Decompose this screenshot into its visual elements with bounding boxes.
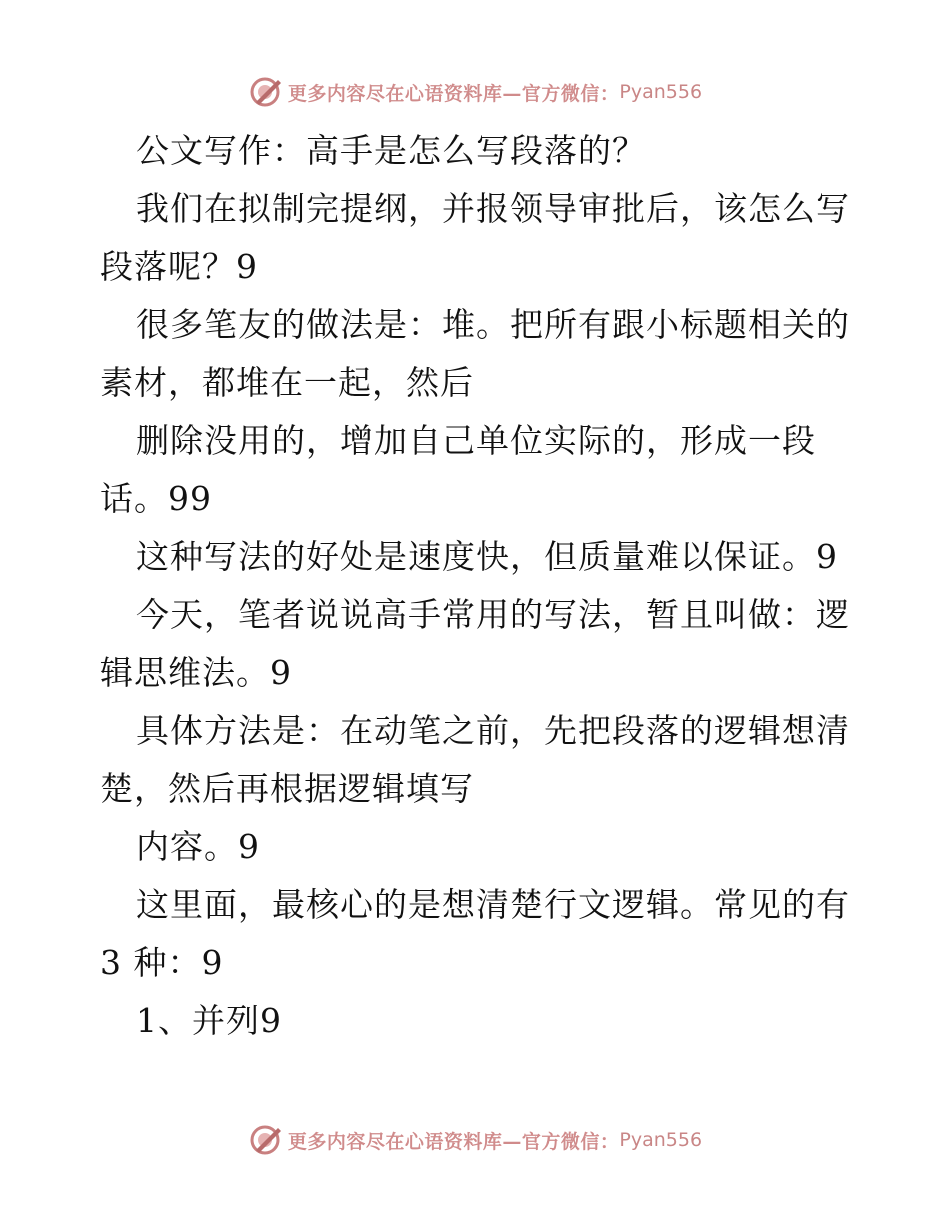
- banner-wechat-id: Pyan556: [619, 1129, 703, 1151]
- text-line: 辑思维法。9: [100, 653, 292, 692]
- text-line: 今天，笔者说说高手常用的写法，暂且叫做：逻: [136, 595, 850, 634]
- text-line: 内容。9: [136, 827, 260, 866]
- text-line: 素材，都堆在一起，然后: [100, 363, 474, 402]
- footer-watermark: [0, 1120, 950, 1160]
- text-line: 段落呢？9: [100, 247, 258, 286]
- pen-logo-icon: [248, 1122, 284, 1158]
- text-line: 楚，然后再根据逻辑填写: [100, 769, 474, 808]
- text-line: 具体方法是：在动笔之前，先把段落的逻辑想清: [136, 711, 850, 750]
- text-line: 1、并列9: [136, 1001, 282, 1040]
- text-line: 这种写法的好处是速度快，但质量难以保证。9: [136, 537, 838, 576]
- banner-wechat-id: Pyan556: [619, 81, 703, 103]
- text-line: 很多笔友的做法是：堆。把所有跟小标题相关的: [136, 305, 850, 344]
- text-line: 3 种：9: [100, 943, 224, 982]
- banner-text: 更多内容尽在心语资料库—官方微信：: [287, 1130, 620, 1153]
- banner-text: 更多内容尽在心语资料库—官方微信：: [287, 82, 620, 105]
- text-line: 这里面，最核心的是想清楚行文逻辑。常见的有: [136, 885, 850, 924]
- text-line: 我们在拟制完提纲，并报领导审批后，该怎么写: [136, 189, 850, 228]
- text-line: 公文写作：高手是怎么写段落的？: [136, 131, 646, 170]
- text-line: 删除没用的，增加自己单位实际的，形成一段: [136, 421, 816, 460]
- text-line: 话。99: [100, 479, 212, 518]
- document-body: [100, 122, 860, 1050]
- header-watermark: [0, 72, 950, 112]
- pen-logo-icon: [248, 74, 284, 110]
